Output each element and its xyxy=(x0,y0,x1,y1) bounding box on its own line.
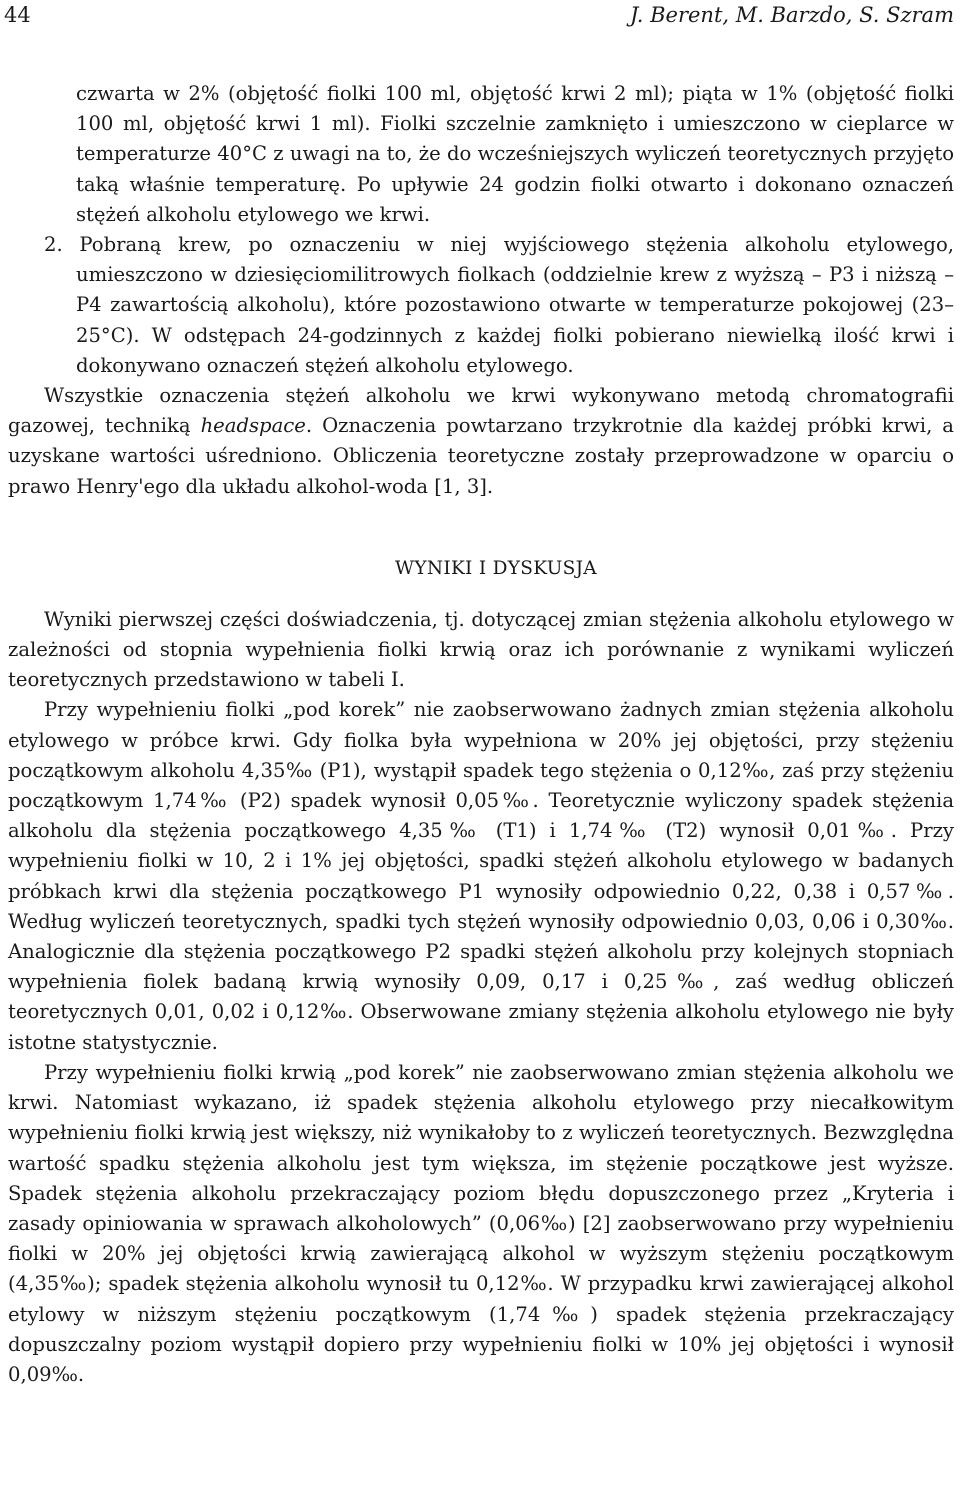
results-paragraph-1: Wyniki pierwszej części doświadczenia, tj. dotyczącej zmian stężenia alkoholu etylowego w zależności od stopnia wypełnienia fiolki krwią oraz ich porównanie z wynikami wyliczeń teoretycznych przedstawiono w tabeli I. xyxy=(8,607,954,692)
methods-paragraph-2: 2. Pobraną krew, po oznaczeniu w niej wyjściowego stężenia alkoholu etylowego, umieszczono w dziesięciomilitrowych fiolkach (oddzielnie krew z wyższą – P3 i niższą – P4 zawartością alkoholu), które pozostawiono otwarte w temperaturze pokojowej (23–25°C). W odstępach 24-godzinnych z każdej fiolki pobierano niewielką ilość krwi i dokonywano oznaczeń stężeń alkoholu etylowego. xyxy=(44,233,954,377)
discussion-paragraph: Przy wypełnieniu fiolki krwią „pod korek” nie zaobserwowano zmian stężenia alkoholu we krwi. Natomiast wykazano, iż spadek stężenia alkoholu etylowego przy niecałkowitym wypełnieniu fiolki krwią jest większy, niż wynikałoby to z wyliczeń teoretycznych. Bezwzględna wartość spadku stężenia alkoholu jest tym większa, im stężenie początkowe jest wyższe. Spadek stężenia alkoholu przekraczający poziom błędu dopuszczonego przez „Kryteria i zasady opiniowania w sprawach alkoholowych” (0,06‰) [2] zaobserwowano przy wypełnieniu fiolki w 20% jej objętości krwią zawierającą alkohol w wyższym stężeniu początkowym (4,35‰); spadek stężenia alkoholu wynosił tu 0,12‰. W przypadku krwi zawierającej alkohol etylowy w niższym stężeniu początkowym (1,74‰) spadek stężenia przekraczający dopuszczalny poziom wystąpił dopiero przy wypełnieniu fiolki w 10% jej objętości i wynosił 0,09‰. xyxy=(8,1060,954,1386)
page-header xyxy=(4,0,954,30)
article-body xyxy=(8,79,954,1390)
running-head-authors: J. Berent, M. Barzdo, S. Szram xyxy=(629,3,954,27)
section-title-results: WYNIKI I DYSKUSJA xyxy=(395,557,597,579)
page-number: 44 xyxy=(4,3,31,27)
methods-paragraph-continued: czwarta w 2% (objętość fiolki 100 ml, objętość krwi 2 ml); piąta w 1% (objętość fiolki 100 ml, objętość krwi 1 ml). Fiolki szczelnie zamknięto i umieszczono w cieplarce w temperaturze 40°C z uwagi na to, że do wcześniejszych wyliczeń teoretycznych przyjęto taką właśnie temperaturę. Po upływie 24 godzin fiolki otwarto i dokonano oznaczeń stężeń alkoholu etylowego we krwi. xyxy=(76,82,954,226)
analysis-text-end: . Oznaczenia powtarzano trzykrotnie dla każdej próbki krwi, a uzyskane wartości uśredniono. Obliczenia teoretyczne zostały przeprowadzone w oparciu o prawo Henry'ego dla układu alkohol-woda [1, 3]. xyxy=(8,414,954,498)
methods-paragraph-analysis xyxy=(8,381,954,502)
analysis-text-start: Wszystkie oznaczenia stężeń alkoholu we krwi wykonywano metodą chromatografii gazowej, techniką xyxy=(8,384,954,438)
results-paragraph-2: Przy wypełnieniu fiolki „pod korek” nie zaobserwowano żadnych zmian stężenia alkoholu etylowego w próbce krwi. Gdy fiolka była wypełniona w 20% jej objętości, przy stężeniu początkowym alkoholu 4,35‰ (P1), wystąpił spadek tego stężenia o 0,12‰, zaś przy stężeniu początkowym 1,74‰ (P2) spadek wynosił 0,05‰. Teoretycznie wyliczony spadek stężenia alkoholu dla stężenia początkowego 4,35‰ (T1) i 1,74‰ (T2) wynosił 0,01‰. Przy wypełnieniu fiolki w 10, 2 i 1% jej objętości, spadki stężeń alkoholu etylowego w badanych próbkach krwi dla stężenia początkowego P1 wynosiły odpowiednio 0,22, 0,38 i 0,57‰. Według wyliczeń teoretycznych, spadki tych stężeń wynosiły odpowiednio 0,03, 0,06 i 0,30‰. Analogicznie dla stężenia początkowego P2 spadki stężeń alkoholu przy kolejnych stopniach wypełnienia fiolek badaną krwią wynosiły 0,09, 0,17 i 0,25‰, zaś według obliczeń teoretycznych 0,01, 0,02 i 0,12‰. Obserwowane zmiany stężenia alkoholu etylowego nie były istotne statystycznie. xyxy=(8,698,954,1054)
headspace-term: headspace xyxy=(200,414,306,438)
